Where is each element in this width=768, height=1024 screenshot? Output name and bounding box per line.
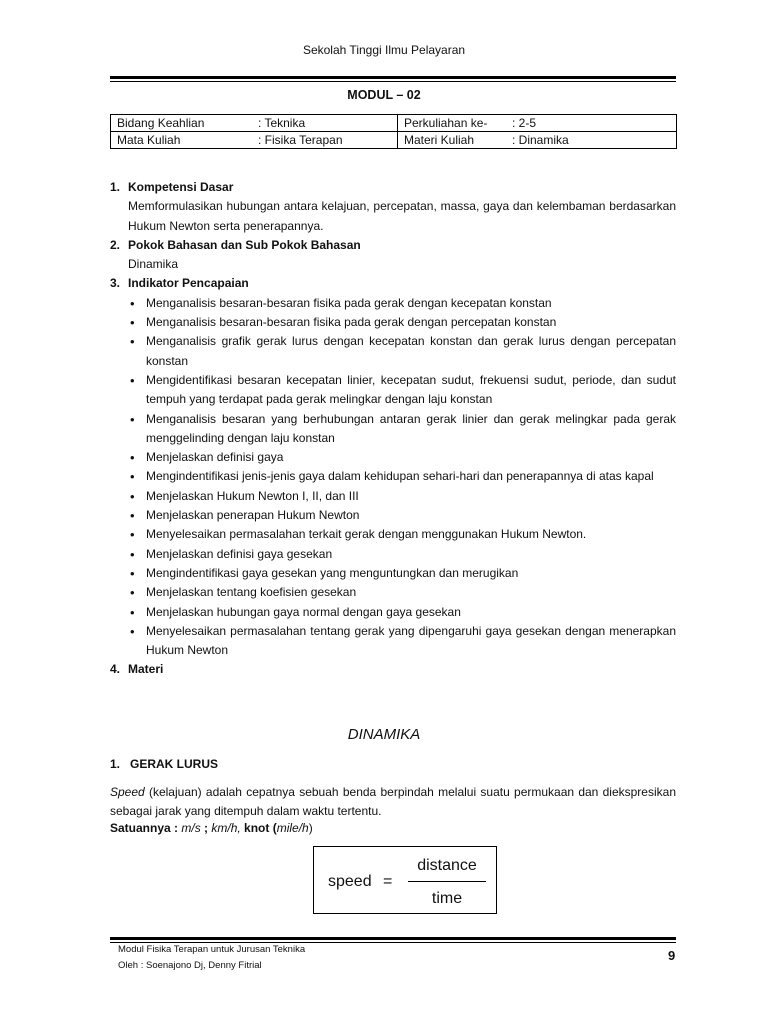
indicator-list bbox=[110, 294, 676, 661]
section-heading bbox=[110, 274, 676, 293]
section-number: 1. bbox=[110, 180, 121, 194]
mata-value: : Fisika Terapan bbox=[258, 133, 343, 147]
indicator-item: • Menjelaskan Hukum Newton I, II, dan III bbox=[110, 487, 676, 506]
materi-label: Materi Kuliah bbox=[404, 133, 475, 147]
indicator-item: • Mengindentifikasi jenis-jenis gaya dalam kehidupan sehari-hari dan penerapannya di atas kapal bbox=[110, 467, 676, 486]
fraction-bar bbox=[408, 881, 486, 882]
materi-value: : Dinamika bbox=[512, 133, 569, 147]
formula-equals: = bbox=[383, 873, 393, 890]
page-number: 9 bbox=[668, 948, 676, 963]
indicator-item: • Mengindentifikasi gaya gesekan yang menguntungkan dan merugikan bbox=[110, 564, 676, 583]
footer-rule-thick bbox=[110, 937, 676, 940]
section-title: Indikator Pencapaian bbox=[128, 276, 249, 291]
indicator-item: • Menganalisis grafik gerak lurus dengan kecepatan konstan dan gerak lurus dengan percepatan konstan bbox=[110, 332, 676, 371]
speed-description: (kelajuan) adalah cepatnya sebuah benda berpindah melalui suatu permukaan dan diekspresikan sebagai jarak yang ditempuh dalam waktu tertentu. bbox=[110, 785, 676, 818]
speed-formula-box bbox=[313, 846, 497, 914]
unit-mileh: mile/h bbox=[276, 821, 309, 835]
unit-ms: m/s bbox=[181, 821, 201, 835]
formula-numerator: distance bbox=[417, 857, 477, 874]
module-content bbox=[110, 178, 676, 680]
unit-close: ) bbox=[308, 821, 313, 835]
info-cell-bidang bbox=[111, 115, 398, 132]
section-number: 3. bbox=[110, 276, 121, 291]
section-heading bbox=[110, 236, 676, 255]
section-title: Materi bbox=[128, 662, 164, 677]
section-title: Kompetensi Dasar bbox=[128, 180, 234, 194]
section-text: Dinamika bbox=[128, 257, 179, 272]
unit-knot: knot ( bbox=[240, 821, 277, 835]
unit-kmh: km/h, bbox=[211, 821, 241, 835]
footer-module-name: Modul Fisika Terapan untuk Jurusan Teknika bbox=[118, 944, 306, 955]
indicator-item: • Menganalisis besaran yang berhubungan antaran gerak linier dan gerak melingkar pada gerak menggelinding dengan laju konstan bbox=[110, 410, 676, 449]
info-cell-perkuliahan bbox=[398, 115, 677, 132]
unit-separator: ; bbox=[200, 821, 212, 835]
section-heading bbox=[110, 660, 676, 679]
info-row bbox=[111, 132, 677, 149]
perkuliahan-label: Perkuliahan ke- bbox=[404, 116, 488, 130]
indicator-item: • Menjelaskan hubungan gaya normal dengan gaya gesekan bbox=[110, 603, 676, 622]
units-line bbox=[110, 821, 313, 835]
chapter-heading: DINAMIKA bbox=[347, 726, 421, 743]
info-cell-materi bbox=[398, 132, 677, 149]
footer-rule-thin bbox=[110, 942, 676, 943]
indicator-item: • Menjelaskan definisi gaya gesekan bbox=[110, 545, 676, 564]
info-row bbox=[111, 115, 677, 132]
indicator-item: • Menyelesaikan permasalahan tentang gerak yang dipengaruhi gaya gesekan dengan menerapkan Hukum Newton bbox=[110, 622, 676, 661]
indicator-item: • Menjelaskan penerapan Hukum Newton bbox=[110, 506, 676, 525]
school-name: Sekolah Tinggi Ilmu Pelayaran bbox=[302, 43, 466, 57]
section-number: 2. bbox=[110, 237, 121, 252]
speed-term: Speed bbox=[110, 785, 145, 799]
mata-label: Mata Kuliah bbox=[117, 133, 181, 147]
indicator-item: • Menjelaskan tentang koefisien gesekan bbox=[110, 583, 676, 602]
indicator-item: • Menjelaskan definisi gaya bbox=[110, 448, 676, 467]
speed-definition bbox=[110, 783, 676, 821]
bidang-value: : Teknika bbox=[258, 116, 306, 130]
subsection-title: 1. GERAK LURUS bbox=[110, 757, 219, 771]
module-info-table bbox=[110, 114, 677, 149]
module-title: MODUL – 02 bbox=[347, 88, 421, 102]
footer-authors: Oleh : Soenajono Dj, Denny Fitrial bbox=[118, 960, 262, 971]
section-heading bbox=[110, 178, 676, 197]
section-title: Pokok Bahasan dan Sub Pokok Bahasan bbox=[128, 237, 361, 252]
indicator-item: • Menganalisis besaran-besaran fisika pada gerak dengan kecepatan konstan bbox=[110, 294, 676, 313]
units-label: Satuannya : bbox=[110, 821, 182, 835]
formula-lhs: speed bbox=[328, 873, 372, 890]
section-number: 4. bbox=[110, 662, 121, 677]
perkuliahan-value: : 2-5 bbox=[512, 116, 537, 130]
header-rule-thick bbox=[110, 76, 676, 79]
bidang-label: Bidang Keahlian bbox=[117, 116, 205, 130]
formula-denominator: time bbox=[431, 890, 463, 907]
header-rule-thin bbox=[110, 81, 676, 82]
info-cell-mata bbox=[111, 132, 398, 149]
section-text: Memformulasikan hubungan antara kelajuan, percepatan, massa, gaya dan kelembaman berdasarkan Hukum Newton serta penerapannya. bbox=[128, 199, 676, 233]
indicator-item: • Menyelesaikan permasalahan terkait gerak dengan menggunakan Hukum Newton. bbox=[110, 525, 676, 544]
indicator-item: • Mengidentifikasi besaran kecepatan linier, kecepatan sudut, frekuensi sudut, periode, dan sudut tempuh yang terdapat pada gerak melingkar dengan laju konstan bbox=[110, 371, 676, 410]
indicator-item: • Menganalisis besaran-besaran fisika pada gerak dengan percepatan konstan bbox=[110, 313, 676, 332]
